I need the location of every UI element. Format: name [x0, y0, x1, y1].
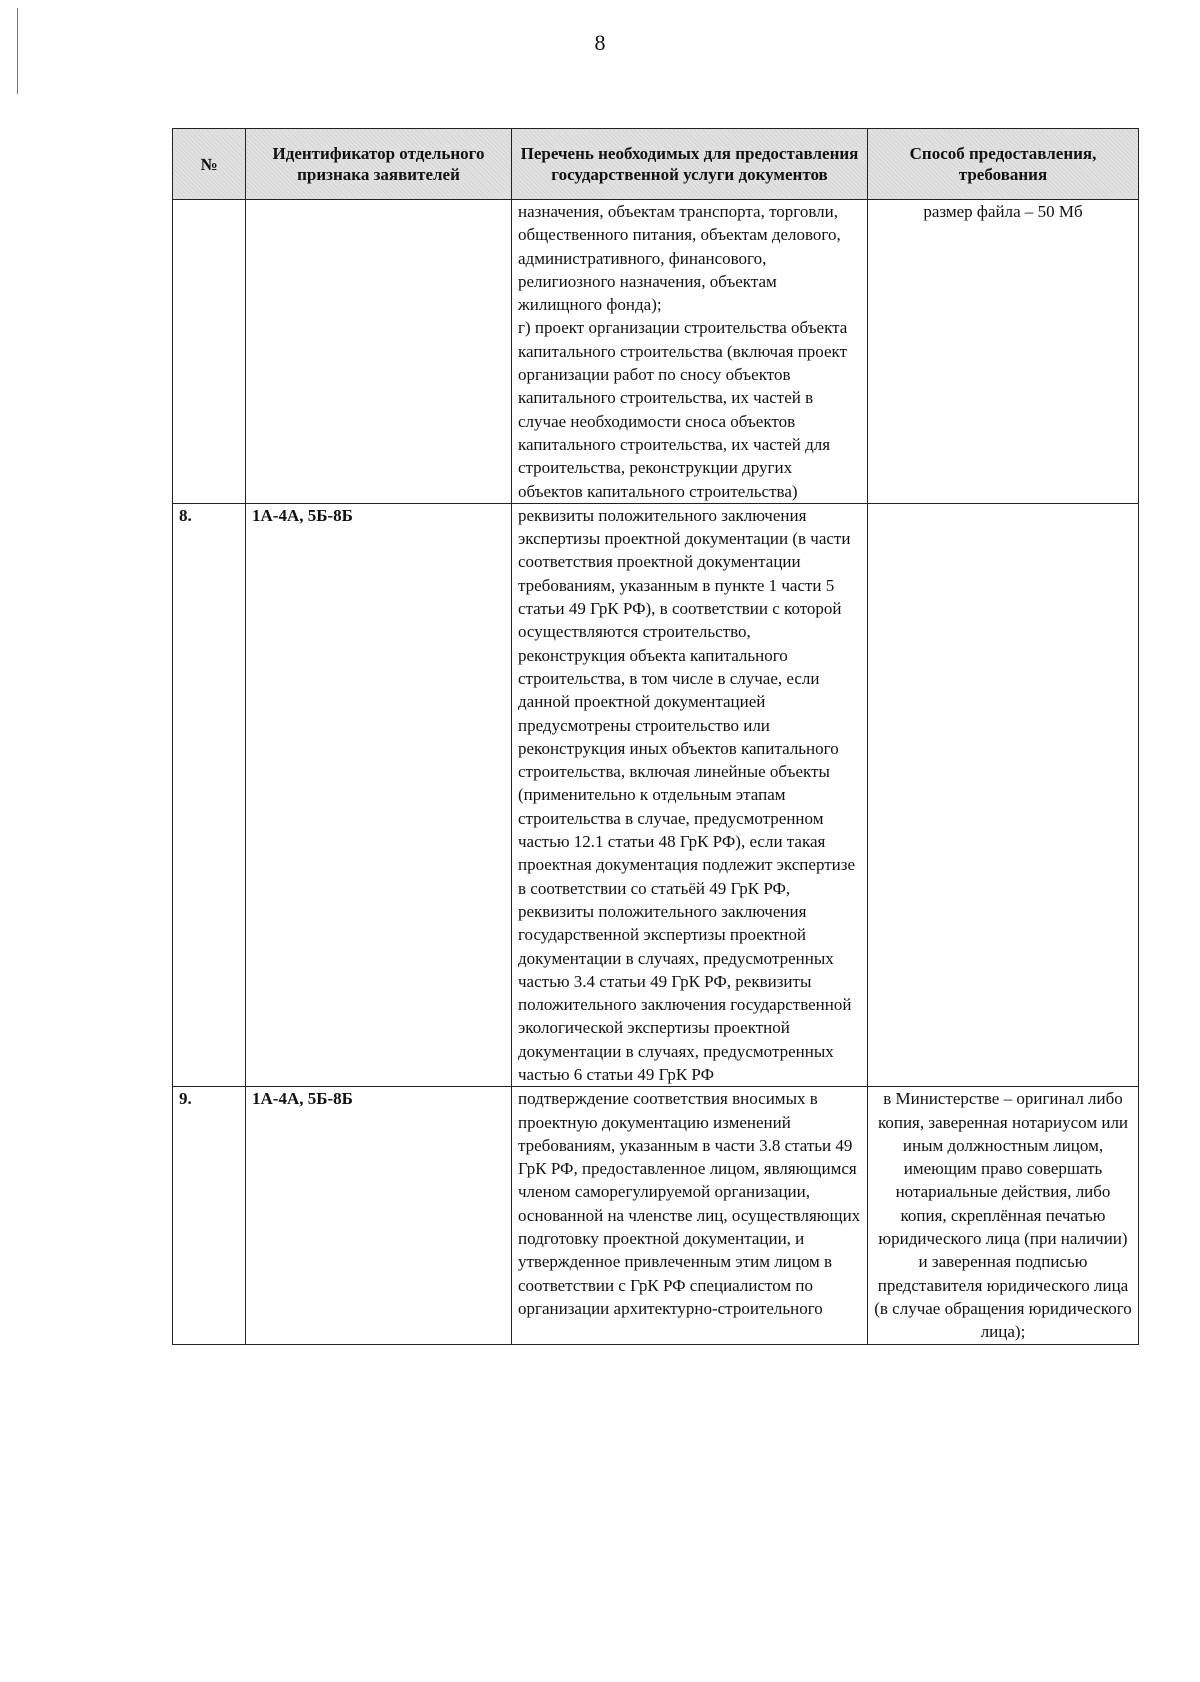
- header-method: Способ предоставления, требования: [868, 129, 1139, 200]
- header-documents: Перечень необходимых для предоставления государственной услуги документов: [512, 129, 868, 200]
- table-row: [173, 1087, 1139, 1344]
- row-documents: назначения, объектам транспорта, торговли, общественного питания, объектам делового, административного, финансового, религиозного назначения, объектам жилищного фонда); г) проект организации строительства объекта капитального строительства (включая проект организации работ по сносу объектов капитального строительства, их частей в случае необходимости сноса объектов капитального строительства, их частей для строительства, реконструкции других объектов капитального строительства): [512, 200, 868, 504]
- row-identifier: 1А-4А, 5Б-8Б: [246, 1087, 512, 1344]
- row-identifier: [246, 200, 512, 504]
- row-identifier: 1А-4А, 5Б-8Б: [246, 503, 512, 1086]
- table-row: [173, 503, 1139, 1086]
- row-method: [868, 503, 1139, 1086]
- page-number: 8: [594, 30, 606, 55]
- table-header-row: [173, 129, 1139, 200]
- documents-table: [172, 128, 1139, 1345]
- row-method: в Министерстве – оригинал либо копия, заверенная нотариусом или иным должностным лицом, имеющим право совершать нотариальные действия, либо копия, скреплённая печатью юридического лица (при наличии) и заверенная подписью представителя юридического лица (в случае обращения юридического лица);: [868, 1087, 1139, 1344]
- row-method: размер файла – 50 Мб: [868, 200, 1139, 504]
- header-number: №: [173, 129, 246, 200]
- row-number: [173, 200, 246, 504]
- row-documents: реквизиты положительного заключения экспертизы проектной документации (в части соответствия проектной документации требованиям, указанным в пункте 1 части 5 статьи 49 ГрК РФ), в соответствии с которой осуществляются строительство, реконструкция объекта капитального строительства, в том числе в случае, если данной проектной документацией предусмотрены строительство или реконструкция иных объектов капитального строительства, включая линейные объекты (применительно к отдельным этапам строительства в случае, предусмотренном частью 12.1 статьи 48 ГрК РФ), если такая проектная документация подлежит экспертизе в соответствии со статьёй 49 ГрК РФ, реквизиты положительного заключения государственной экспертизы проектной документации в случаях, предусмотренных частью 3.4 статьи 49 ГрК РФ, реквизиты положительного заключения государственной экологической экспертизы проектной документации в случаях, предусмотренных частью 6 статьи 49 ГрК РФ: [512, 503, 868, 1086]
- row-number: 9.: [173, 1087, 246, 1344]
- row-documents: подтверждение соответствия вносимых в проектную документацию изменений требованиям, указанным в части 3.8 статьи 49 ГрК РФ, предоставленное лицом, являющимся членом саморегулируемой организации, основанной на членстве лиц, осуществляющих подготовку проектной документации, и утвержденное привлеченным этим лицом в соответствии с ГрК РФ специалистом по организации архитектурно-строительного: [512, 1087, 868, 1344]
- row-number: 8.: [173, 503, 246, 1086]
- header-identifier: Идентификатор отдельного признака заявителей: [246, 129, 512, 200]
- table-row: [173, 200, 1139, 504]
